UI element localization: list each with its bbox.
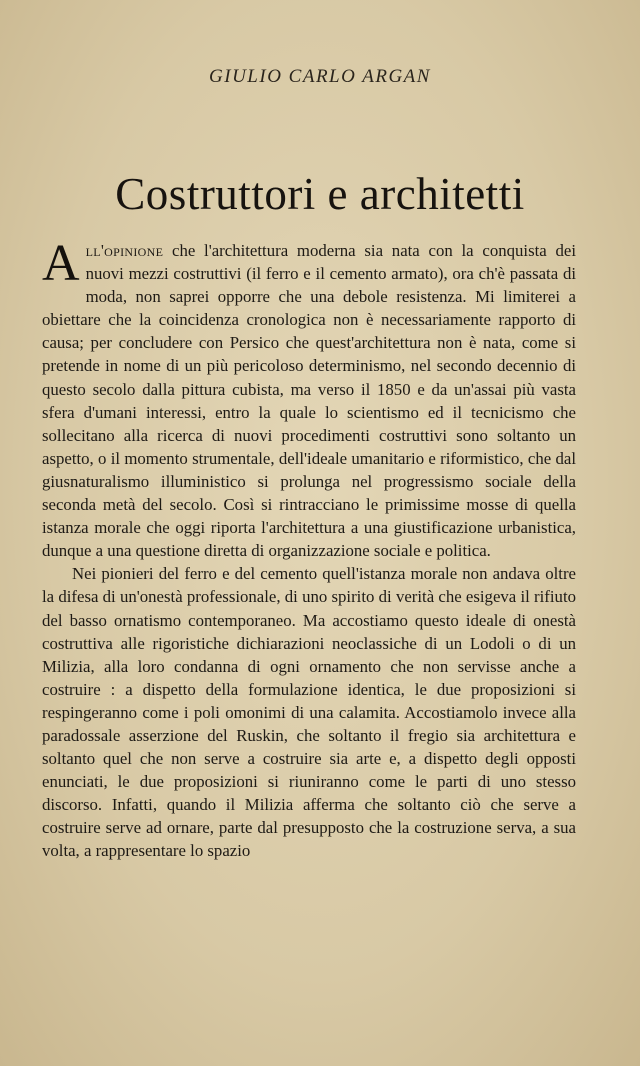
paragraph-1 [42, 235, 576, 562]
paragraph-2: Nei pionieri del ferro e del cemento quell'istanza morale non andava oltre la difesa di un'onestà professionale, di uno spirito di verità che esigeva il rifiuto del basso ornatismo contemporaneo. Ma accostiamo questo ideale di onestà costruttiva alle rigoristiche dichiarazioni neoclassiche di un Lodoli o di un Milizia, alla loro condanna di ogni ornamento che non servisse anche a costruire : a dispetto della formulazione identica, le due proposizioni si respingeranno come i poli omonimi di una calamita. Accostiamolo invece alla paradossale asserzione del Ruskin, che soltanto il fregio sia architettura e soltanto quel che non serve a costruire sia arte e, a dispetto degli opposti enunciati, le due proposizioni si riuniranno come le parti di uno stesso discorso. Infatti, quando il Milizia afferma che soltanto ciò che serve a costruire serve ad ornare, parte dal presupposto che la costruzione serva, a sua volta, a rappresentare lo spazio [42, 564, 576, 861]
drop-cap: A [42, 235, 80, 292]
article-title: Costruttori e architetti [115, 169, 525, 220]
lead-small-caps: ll'opinione [85, 241, 164, 260]
author-name: GIULIO CARLO ARGAN [209, 66, 431, 87]
article-body [42, 235, 576, 863]
paragraph-1-text: che l'architettura moderna sia nata con la conquista dei nuovi mezzi costruttivi (il ferro e il cemento armato), ora ch'è passata di moda, non saprei opporre che una debole resistenza. Mi limiterei a obiettare che la coincidenza cronologica non è necessariamente rapporto di causa; per concludere con Persico che quest'architettura non è nata, come si pretende in nome di un più pericoloso determinismo, nel secondo decennio di questo secolo dalla pittura cubista, ma verso il 1850 e da un'assai più vasta sfera d'umani interessi, entro la quale lo scientismo ed il tecnicismo che sollecitano alla ricerca di nuovi procedimenti costruttivi sono soltanto un aspetto, o il momento strumentale, dell'ideale umanitario e riformistico, che dal giusnaturalismo illuministico si prolunga nel progressismo sociale della seconda metà del secolo. Così si rintracciano le primissime mosse di quella istanza morale che oggi riporta l'architettura a una giustificazione urbanistica, dunque a una questione diretta di organizzazione sociale e politica. [42, 241, 576, 561]
